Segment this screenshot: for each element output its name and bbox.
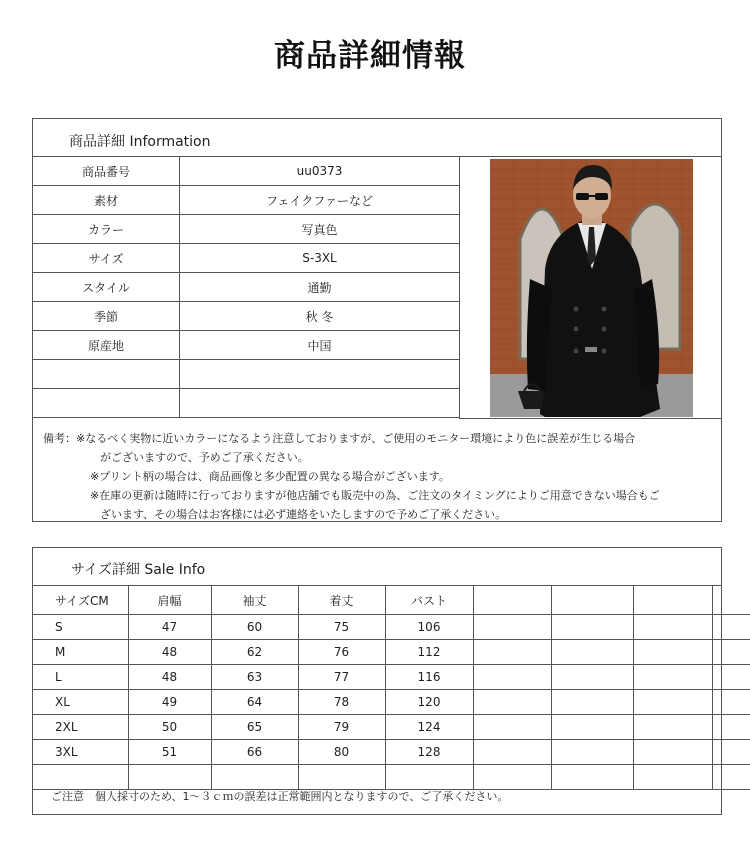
size-table — [33, 586, 750, 790]
notes — [33, 419, 721, 524]
size-info-box — [32, 547, 722, 815]
size-row — [33, 690, 750, 715]
size-cell — [633, 740, 712, 765]
spec-label: カラー — [33, 215, 180, 244]
size-cell — [473, 615, 551, 640]
size-row — [33, 665, 750, 690]
spec-row — [33, 331, 460, 360]
size-cell: 48 — [128, 640, 211, 665]
size-cell — [633, 640, 712, 665]
size-cell: XL — [33, 690, 128, 715]
size-cell: 120 — [385, 690, 473, 715]
size-cell — [712, 715, 750, 740]
spec-value: uu0373 — [180, 157, 460, 186]
size-cell — [551, 615, 633, 640]
spec-row — [33, 360, 460, 389]
spec-label: スタイル — [33, 273, 180, 302]
spec-row — [33, 389, 460, 418]
note-line: 備考：※なるべく実物に近いカラーになるよう注意しておりますが、ご使用のモニター環境により色に誤差が生じる場合 — [43, 432, 636, 445]
size-header-cell: 袖丈 — [211, 586, 298, 615]
spec-label: 素材 — [33, 186, 180, 215]
size-cell: 60 — [211, 615, 298, 640]
spec-row — [33, 302, 460, 331]
spec-value: フェイクファーなど — [180, 186, 460, 215]
spec-label: サイズ — [33, 244, 180, 273]
size-cell: 3XL — [33, 740, 128, 765]
size-cell: 77 — [298, 665, 385, 690]
size-cell: 78 — [298, 690, 385, 715]
note-line: ※在庫の更新は随時に行っておりますが他店舗でも販売中の為、ご注文のタイミングによりご用意できない場合もご — [90, 489, 660, 502]
size-cell — [551, 640, 633, 665]
spec-value: 中国 — [180, 331, 460, 360]
size-header-cell — [551, 586, 633, 615]
size-cell — [551, 665, 633, 690]
note-line: ざいます、その場合はお客様には必ず連絡をいたしますので予めご了承ください。 — [100, 508, 507, 521]
size-cell: 66 — [211, 740, 298, 765]
spec-label — [33, 389, 180, 418]
size-cell: 128 — [385, 740, 473, 765]
size-header-cell — [633, 586, 712, 615]
size-cell — [633, 665, 712, 690]
size-cell: 2XL — [33, 715, 128, 740]
size-cell: 112 — [385, 640, 473, 665]
size-cell — [712, 665, 750, 690]
size-cell — [473, 665, 551, 690]
spec-table — [33, 157, 460, 418]
size-cell — [551, 690, 633, 715]
spec-value — [180, 360, 460, 389]
size-cell: 116 — [385, 665, 473, 690]
info-heading: 商品詳細 Information — [33, 119, 721, 157]
size-heading: サイズ詳細 Sale Info — [33, 548, 721, 586]
size-cell — [551, 715, 633, 740]
size-header-cell — [712, 586, 750, 615]
size-header-cell: 着丈 — [298, 586, 385, 615]
size-cell: 65 — [211, 715, 298, 740]
size-cell: 48 — [128, 665, 211, 690]
size-cell: 51 — [128, 740, 211, 765]
size-cell: 76 — [298, 640, 385, 665]
size-cell — [551, 740, 633, 765]
size-row — [33, 715, 750, 740]
spec-row — [33, 186, 460, 215]
size-header-cell: バスト — [385, 586, 473, 615]
spec-value — [180, 389, 460, 418]
spec-row — [33, 273, 460, 302]
size-cell — [473, 690, 551, 715]
spec-value: 秋 冬 — [180, 302, 460, 331]
coat-model-image — [490, 159, 693, 417]
spec-label: 季節 — [33, 302, 180, 331]
size-row — [33, 740, 750, 765]
product-info-box — [32, 118, 722, 522]
size-cell — [473, 740, 551, 765]
spec-value: 通勤 — [180, 273, 460, 302]
size-cell: 64 — [211, 690, 298, 715]
note-line: がございますので、予めご了承ください。 — [100, 451, 309, 464]
size-cell: 80 — [298, 740, 385, 765]
size-cell: 124 — [385, 715, 473, 740]
size-cell: 62 — [211, 640, 298, 665]
size-note: ご注意 個人採寸のため、1～３ｃｍの誤差は正常範囲内となりますので、ご了承ください。 — [51, 790, 509, 803]
size-cell: L — [33, 665, 128, 690]
size-cell: 79 — [298, 715, 385, 740]
size-cell — [633, 715, 712, 740]
size-cell — [633, 615, 712, 640]
spec-value: S-3XL — [180, 244, 460, 273]
spec-label: 商品番号 — [33, 157, 180, 186]
size-header-row — [33, 586, 750, 615]
size-cell — [712, 640, 750, 665]
size-cell: 63 — [211, 665, 298, 690]
size-cell — [473, 715, 551, 740]
product-photo — [459, 157, 721, 419]
size-cell — [712, 690, 750, 715]
spec-row — [33, 215, 460, 244]
size-cell — [633, 690, 712, 715]
size-cell: 106 — [385, 615, 473, 640]
size-row — [33, 640, 750, 665]
size-row — [33, 615, 750, 640]
size-cell: 50 — [128, 715, 211, 740]
size-cell: S — [33, 615, 128, 640]
size-cell: M — [33, 640, 128, 665]
size-header-cell: 肩幅 — [128, 586, 211, 615]
size-cell: 49 — [128, 690, 211, 715]
note-line: ※プリント柄の場合は、商品画像と多少配置の異なる場合がございます。 — [90, 470, 450, 483]
spec-label — [33, 360, 180, 389]
page-title: 商品詳細情報 — [274, 38, 466, 74]
size-cell — [712, 740, 750, 765]
spec-value: 写真色 — [180, 215, 460, 244]
size-cell: 47 — [128, 615, 211, 640]
size-cell: 75 — [298, 615, 385, 640]
spec-label: 原産地 — [33, 331, 180, 360]
size-cell — [473, 640, 551, 665]
size-cell — [712, 615, 750, 640]
spec-row — [33, 157, 460, 186]
spec-row — [33, 244, 460, 273]
size-header-cell: サイズCM — [33, 586, 128, 615]
size-header-cell — [473, 586, 551, 615]
